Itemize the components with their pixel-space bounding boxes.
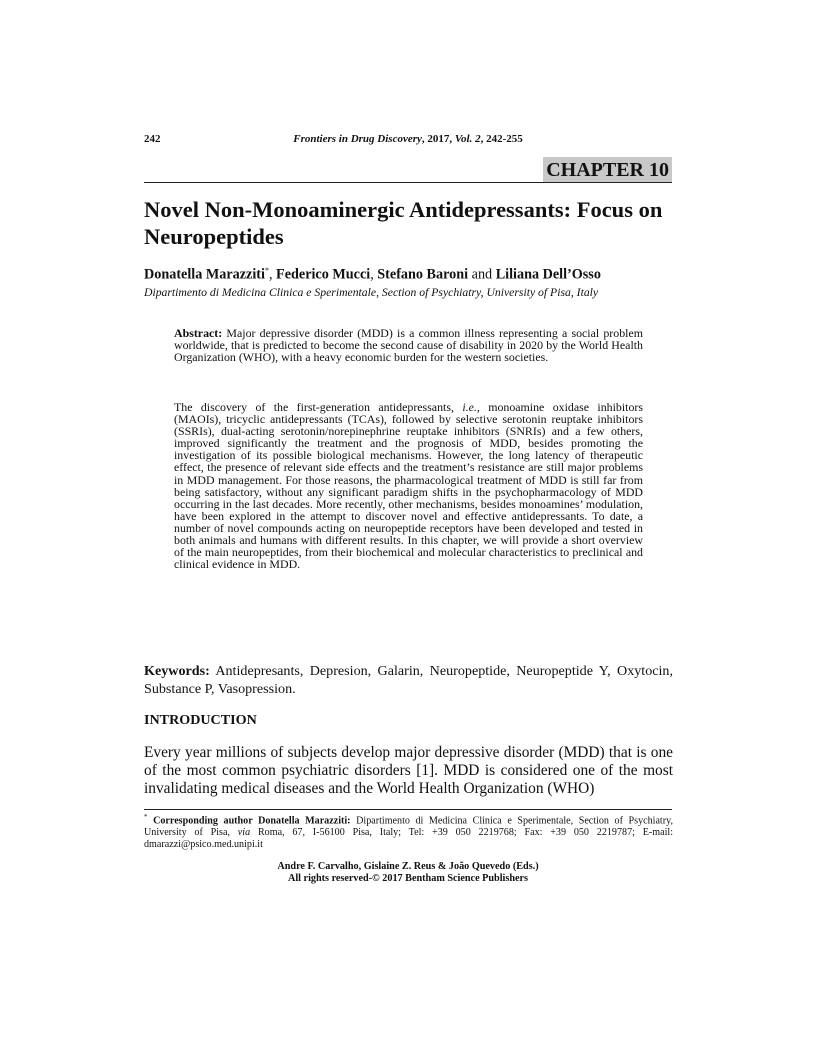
- copyright: All rights reserved-© 2017 Bentham Science Publishers: [287, 873, 529, 884]
- footnote: * Corresponding author Donatella Marazziti: Dipartimento di Medicina Clinica e Sperimentale, Section of Psychiatry, University of Pisa, via Roma, 67, I-56100 Pisa, Italy; Tel: +39 050 2219768; Fax: +39 050 2219787; E-mail: dmarazzi@psico.med.unipi.it: [144, 813, 674, 850]
- affiliation: Dipartimento di Medicina Clinica e Sperimentale, Section of Psychiatry, University of Pisa, Italy: [144, 286, 599, 299]
- abstract-paragraph-1: Abstract: Major depressive disorder (MDD) is a common illness representing a social problem worldwide, that is predicted to become the second cause of disability in 2020 by the World Health Organization (WHO), with a heavy economic burden for the western societies.: [174, 326, 643, 365]
- running-head: [144, 133, 672, 149]
- footnote-label: Corresponding author Donatella Marazziti:: [153, 815, 351, 827]
- author-list: Donatella Marazziti*, Federico Mucci, Stefano Baroni and Liliana Dell’Osso: [144, 266, 601, 283]
- chapter-rule: [144, 182, 672, 183]
- journal-title: Frontiers in Drug Discovery: [293, 133, 422, 145]
- section-heading-introduction: INTRODUCTION: [144, 712, 257, 728]
- abstract-label: Abstract:: [174, 326, 223, 340]
- author-name: Stefano Baroni: [377, 266, 469, 283]
- introduction-paragraph: Every year millions of subjects develop major depressive disorder (MDD) that is one of the most common psychiatric disorders [1]. MDD is considered one of the most invalidating medical diseases and the World Health Organization (WHO): [144, 744, 673, 797]
- page-number: 242: [144, 133, 161, 145]
- abstract-paragraph-2: The discovery of the first-generation antidepressants, i.e., monoamine oxidase inhibitors (MAOIs), tricyclic antidepressants (TCAs), followed by selective serotonin reuptake inhibitors (SSRIs), dual-acting serotonin/norepinephrine reuptake inhibitors (SNRIs) and a few others, improved significantly the treatment and the prognosis of MDD, besides promoting the investigation of its possible biological mechanisms. However, the long latency of therapeutic effect, the presence of relevant side effects and the treatment’s resistance are still major problems in MDD management. For those reasons, the pharmacological treatment of MDD is still far from being satisfactory, without any significant paradigm shifts in the psychopharmacology of MDD occurring in the last decades. More recently, other mechanisms, besides monoamines’ modulation, have been explored in the attempt to discover novel and effective antidepressants. To date, a number of novel compounds acting on neuropeptide receptors have been developed and tested in both animals and humans with different results. In this chapter, we will provide a short overview of the main neuropeptides, from their biochemical and molecular characteristics to preclinical and clinical evidence in MDD.: [174, 400, 643, 572]
- journal-volume: Vol. 2: [454, 133, 481, 145]
- author-name: Liliana Dell’Osso: [495, 266, 601, 283]
- journal-citation: Frontiers in Drug Discovery, 2017, Vol. 2, 242-255: [293, 133, 523, 145]
- publisher-info: [144, 861, 672, 885]
- article-title: Novel Non-Monoaminergic Antidepressants: Focus on Neuropeptides: [144, 197, 663, 249]
- keywords-label: Keywords:: [144, 663, 210, 679]
- author-name: Federico Mucci: [276, 266, 371, 283]
- keywords: Keywords: Antidepresants, Depresion, Galarin, Neuropeptide, Neuropeptide Y, Oxytocin, Substance P, Vasopression.: [144, 663, 673, 697]
- author-name: Donatella Marazziti: [144, 266, 265, 283]
- footnote-rule: [144, 809, 672, 810]
- corresponding-mark: *: [264, 266, 269, 275]
- chapter-label: CHAPTER 10: [543, 157, 672, 182]
- editors: Andre F. Carvalho, Gislaine Z. Reus & João Quevedo (Eds.): [277, 861, 539, 872]
